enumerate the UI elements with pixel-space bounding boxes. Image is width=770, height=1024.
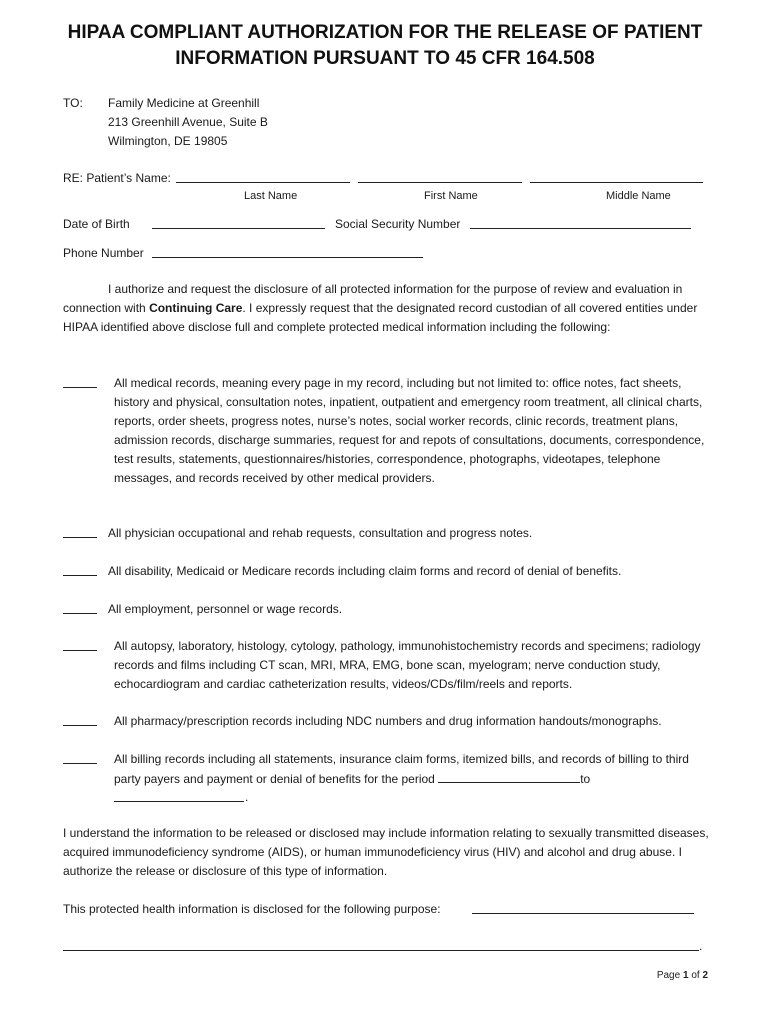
- record-item-5: All autopsy, laboratory, histology, cytology, pathology, immunohistochemistry records and specimens; radiology records and films including CT scan, MRI, MRA, EMG, bone scan, myelogram; nerve conduction study, echocardiogram and cardiac catheterization results, videos/CDs/film/reels and reports.: [114, 639, 701, 691]
- form-title-line-1: HIPAA COMPLIANT AUTHORIZATION FOR THE RELEASE OF PATIENT: [67, 22, 703, 43]
- form-title-line-2: INFORMATION PURSUANT TO 45 CFR 164.508: [175, 48, 595, 69]
- form-title: [40, 20, 730, 72]
- record-checkbox-1[interactable]: [63, 374, 97, 388]
- record-checkbox-2[interactable]: [63, 524, 97, 538]
- ssn-label: Social Security Number: [335, 217, 461, 231]
- billing-period-end-field[interactable]: [114, 788, 244, 802]
- last-name-field[interactable]: [176, 169, 350, 183]
- intro-text-2: . I expressly request that the designated record custodian of all covered entities under HIPAA identified above disclose full and complete protected medical information including the following:: [63, 301, 698, 334]
- record-checkbox-6[interactable]: [63, 712, 97, 726]
- record-item-1: All medical records, meaning every page in my record, including but not limited to: office notes, fact sheets, history and physical, consultation notes, inpatient, outpatient and emergency room treatment, all clinical charts, reports, order sheets, progress notes, nurse’s notes, social worker records, clinic records, treatment plans, admission records, discharge summaries, request for and repots of consultations, documents, correspondence, test results, statements, questionnaires/histories, correspondence, photographs, videotapes, telephone messages, and records received by other medical providers.: [114, 376, 705, 485]
- of-word: of: [691, 970, 700, 981]
- phone-field[interactable]: [152, 244, 423, 258]
- billing-period-end-dot: .: [245, 790, 249, 804]
- record-checkbox-3[interactable]: [63, 562, 97, 576]
- record-item-2: All physician occupational and rehab requests, consultation and progress notes.: [108, 526, 533, 540]
- recipient-name: Family Medicine at Greenhill: [108, 96, 260, 110]
- billing-period-start-field[interactable]: [438, 769, 580, 783]
- last-name-caption: Last Name: [244, 190, 298, 202]
- billing-to-word: to: [580, 772, 591, 786]
- page-word: Page: [656, 970, 681, 981]
- patient-name-label: RE: Patient’s Name:: [63, 171, 171, 185]
- record-checkbox-7[interactable]: [63, 750, 97, 764]
- phone-label: Phone Number: [63, 246, 144, 260]
- page-total: 2: [702, 970, 708, 981]
- record-checkbox-5[interactable]: [63, 637, 97, 651]
- dob-label: Date of Birth: [63, 217, 130, 231]
- page-number: [657, 970, 708, 981]
- record-item-3: All disability, Medicaid or Medicare records including claim forms and record of denial of benefits.: [108, 564, 622, 578]
- authorization-intro: [63, 280, 713, 337]
- intro-text-1: I authorize and request the disclosure of all protected information for the purpose of review and evaluation in connection with: [63, 282, 683, 315]
- record-checkbox-4[interactable]: [63, 600, 97, 614]
- purpose-continuation-field[interactable]: [63, 937, 699, 951]
- billing-text: All billing records including all statements, insurance claim forms, itemized bills, and records of billing to third party payers and payment or denial of benefits for the period: [114, 752, 689, 786]
- first-name-caption: First Name: [424, 190, 478, 202]
- first-name-field[interactable]: [358, 169, 522, 183]
- purpose-end-dot: .: [699, 939, 703, 953]
- page-current: 1: [682, 970, 689, 981]
- record-item-billing: [114, 750, 712, 789]
- purpose-label: This protected health information is disclosed for the following purpose:: [63, 902, 441, 916]
- intro-purpose-bold: Continuing Care: [149, 301, 243, 315]
- middle-name-caption: Middle Name: [606, 190, 671, 202]
- recipient-city: Wilmington, DE 19805: [108, 134, 228, 148]
- record-item-6: All pharmacy/prescription records including NDC numbers and drug information handouts/monographs.: [114, 714, 662, 728]
- record-item-4: All employment, personnel or wage records.: [108, 602, 343, 616]
- ssn-field[interactable]: [470, 215, 691, 229]
- dob-field[interactable]: [152, 215, 325, 229]
- purpose-field[interactable]: [472, 900, 694, 914]
- to-label: TO:: [63, 96, 83, 110]
- recipient-street: 213 Greenhill Avenue, Suite B: [108, 115, 268, 129]
- middle-name-field[interactable]: [530, 169, 703, 183]
- understanding-paragraph: I understand the information to be released or disclosed may include information relating to sexually transmitted diseases, acquired immunodeficiency syndrome (AIDS), or human immunodeficiency virus (HIV) and alcohol and drug abuse. I authorize the release or disclosure of this type of information.: [63, 826, 709, 878]
